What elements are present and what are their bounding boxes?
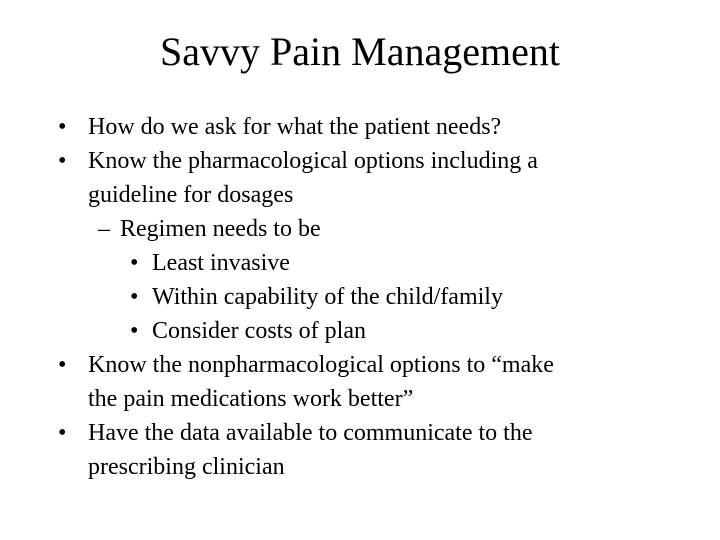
slide-title: Savvy Pain Management (160, 29, 560, 74)
dash-marker: – (98, 216, 110, 242)
bullet-marker: • (130, 318, 139, 344)
bullet-text: Have the data available to communicate to the (88, 420, 533, 446)
bullet-text: Know the nonpharmacological options to “make (88, 352, 554, 378)
bullet-text: Know the pharmacological options including a (88, 148, 538, 174)
bullet-marker: • (130, 284, 139, 310)
sub-sub-bullet-text: Consider costs of plan (152, 318, 366, 344)
sub-bullet-text: Regimen needs to be (120, 216, 321, 242)
bullet-marker: • (58, 114, 67, 140)
bullet-marker: • (58, 420, 67, 446)
bullet-text: guideline for dosages (88, 182, 294, 208)
bullet-marker: • (130, 250, 139, 276)
bullet-marker: • (58, 148, 67, 174)
sub-sub-bullet-text: Within capability of the child/family (152, 284, 503, 310)
bullet-marker: • (58, 352, 67, 378)
bullet-text: How do we ask for what the patient needs? (88, 114, 502, 140)
bullet-text: prescribing clinician (88, 454, 285, 480)
bullet-text: the pain medications work better” (88, 386, 414, 412)
sub-sub-bullet-text: Least invasive (152, 250, 290, 276)
